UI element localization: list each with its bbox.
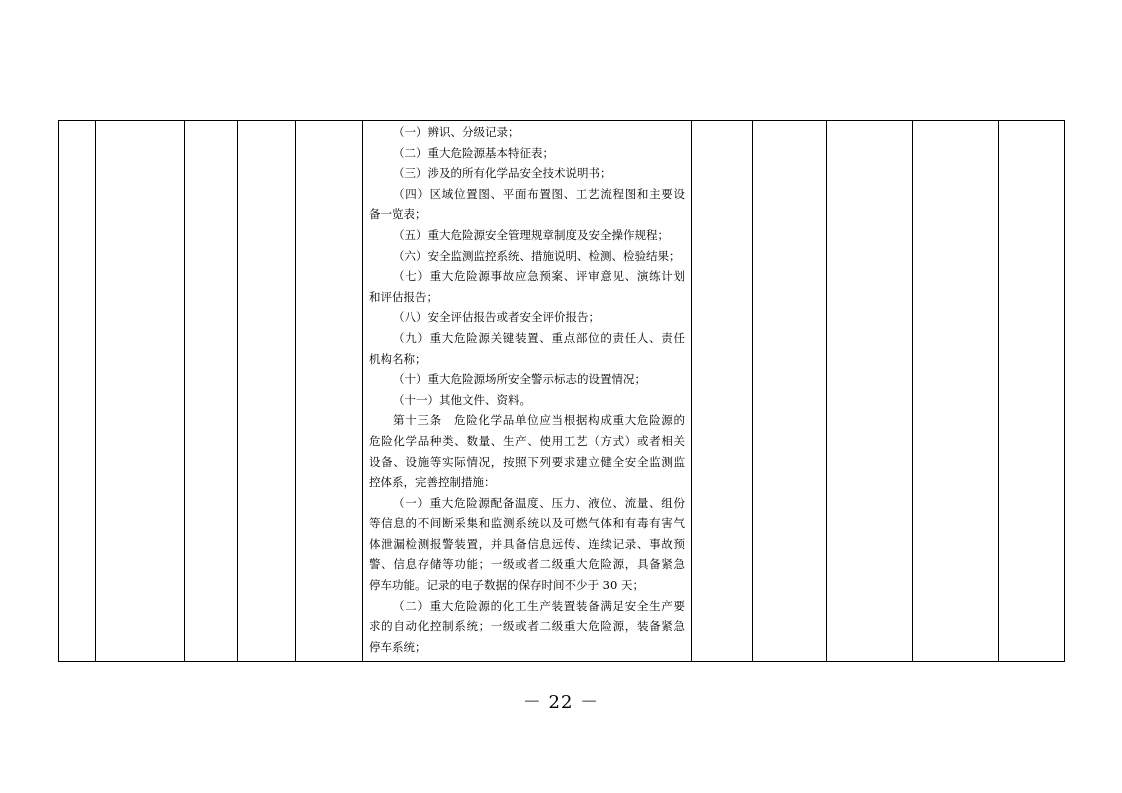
table-cell-11	[999, 121, 1065, 662]
text-line: 控体系，完善控制措施：	[369, 475, 496, 490]
text-line: 第十三条 危险化学品单位应当根据构成重大危险源的	[393, 413, 685, 428]
text-line: （七）重大危险源事故应急预案、评审意见、演练计划	[393, 269, 685, 284]
text-line: （二）重大危险源基本特征表；	[393, 145, 554, 160]
text-line: 等信息的不间断采集和监测系统以及可燃气体和有毒有害气	[369, 516, 685, 531]
text-line: 设备、设施等实际情况，按照下列要求建立健全安全监测监	[369, 454, 685, 469]
text-line: （八）安全评估报告或者安全评价报告；	[393, 310, 600, 325]
text-line: （一）重大危险源配备温度、压力、液位、流量、组份	[393, 495, 685, 510]
table-cell-7	[692, 121, 753, 662]
table-cell-10	[913, 121, 999, 662]
text-line: （一）辨识、分级记录；	[393, 125, 520, 139]
text-line: 机构名称；	[369, 351, 427, 366]
text-line: 体泄漏检测报警装置，并具备信息远传、连续记录、事故预	[369, 536, 685, 551]
page-number: － 22 －	[522, 692, 600, 713]
regulation-table	[58, 120, 1065, 662]
text-line: 备一览表；	[369, 207, 427, 222]
text-line: 警、信息存储等功能；一级或者二级重大危险源，具备紧急	[369, 557, 685, 572]
text-line: （十）重大危险源场所安全警示标志的设置情况；	[393, 372, 646, 387]
text-line: （三）涉及的所有化学品安全技术说明书；	[393, 166, 612, 181]
text-line: （十一）其他文件、资料。	[393, 392, 531, 407]
text-line: （二）重大危险源的化工生产装置装备满足安全生产要	[393, 598, 685, 613]
text-line: （五）重大危险源安全管理规章制度及安全操作规程；	[393, 227, 669, 242]
table-cell-1	[59, 121, 96, 662]
table-cell-4	[238, 121, 296, 662]
text-line: 停车系统；	[369, 639, 427, 654]
text-line: 停车功能。记录的电子数据的保存时间不少于 30 天；	[369, 578, 644, 593]
text-line: （六）安全监测监控系统、措施说明、检测、检验结果；	[393, 248, 681, 263]
table-cell-5	[296, 121, 363, 662]
table-cell-8	[753, 121, 827, 662]
text-line: （九）重大危险源关键装置、重点部位的责任人、责任	[393, 330, 685, 345]
text-line: 和评估报告；	[369, 289, 438, 304]
text-line: （四）区域位置图、平面布置图、工艺流程图和主要设	[393, 186, 685, 201]
regulation-text-cell	[363, 121, 692, 662]
regulation-text	[369, 122, 685, 657]
text-line: 求的自动化控制系统；一级或者二级重大危险源，装备紧急	[369, 619, 685, 634]
table-cell-9	[827, 121, 913, 662]
table-row	[59, 121, 1065, 662]
table-cell-2	[96, 121, 185, 662]
table-cell-3	[185, 121, 238, 662]
text-line: 危险化学品种类、数量、生产、使用工艺（方式）或者相关	[369, 433, 685, 448]
